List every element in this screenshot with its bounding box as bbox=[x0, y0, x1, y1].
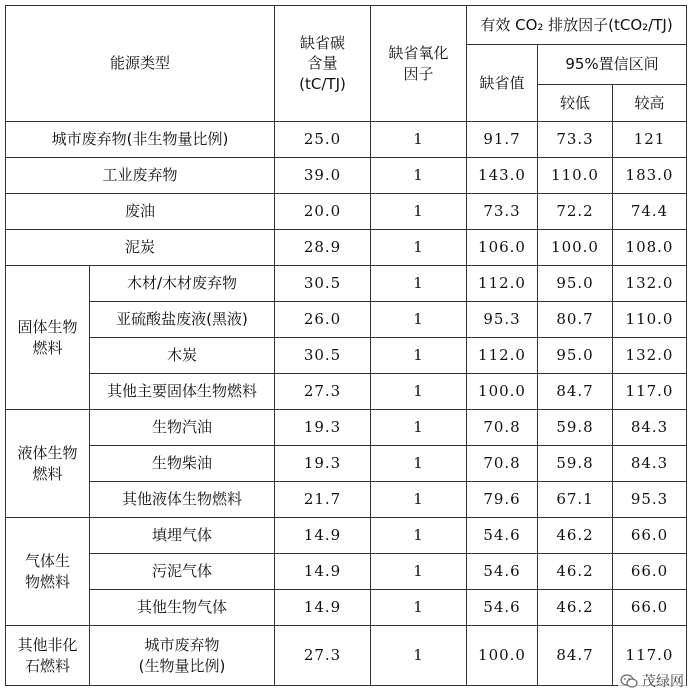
oxidation-cell: 1 bbox=[371, 302, 467, 338]
sub-energy-name-cell: 木炭 bbox=[90, 338, 275, 374]
carbon-cell: 14.9 bbox=[275, 590, 371, 626]
ef-default-cell: 100.0 bbox=[467, 626, 538, 686]
group-name-line2: 物燃料 bbox=[24, 572, 70, 591]
ci-high-cell: 117.0 bbox=[613, 626, 687, 686]
watermark bbox=[618, 671, 686, 691]
ef-default-cell: 73.3 bbox=[467, 194, 538, 230]
carbon-cell: 30.5 bbox=[275, 338, 371, 374]
ci-high-cell: 132.0 bbox=[613, 338, 687, 374]
ef-default-cell: 91.7 bbox=[467, 122, 538, 158]
ci-low-cell: 46.2 bbox=[538, 554, 613, 590]
ci-high-cell: 117.0 bbox=[613, 374, 687, 410]
oxidation-cell: 1 bbox=[371, 266, 467, 302]
sub-energy-name-cell: 生物柴油 bbox=[90, 446, 275, 482]
carbon-cell: 27.3 bbox=[275, 626, 371, 686]
table-row bbox=[6, 266, 687, 302]
carbon-cell: 28.9 bbox=[275, 230, 371, 266]
carbon-cell: 19.3 bbox=[275, 446, 371, 482]
group-name-cell bbox=[6, 410, 90, 518]
header-oxid-line2: 因子 bbox=[403, 64, 434, 83]
sub-energy-name-line1: 城市废弃物 bbox=[144, 636, 220, 655]
energy-name-cell: 工业废弃物 bbox=[6, 158, 275, 194]
oxidation-cell: 1 bbox=[371, 590, 467, 626]
table-row bbox=[6, 158, 687, 194]
header-carbon-line3: (tC/TJ) bbox=[299, 74, 346, 93]
ci-low-cell: 46.2 bbox=[538, 590, 613, 626]
emission-factor-table bbox=[5, 5, 687, 686]
header-oxid-line1: 缺省氧化 bbox=[388, 44, 449, 63]
ef-default-cell: 95.3 bbox=[467, 302, 538, 338]
oxidation-cell: 1 bbox=[371, 482, 467, 518]
ci-low-cell: 110.0 bbox=[538, 158, 613, 194]
sub-energy-name-cell: 其他生物气体 bbox=[90, 590, 275, 626]
table-row bbox=[6, 626, 687, 686]
carbon-cell: 39.0 bbox=[275, 158, 371, 194]
carbon-cell: 14.9 bbox=[275, 518, 371, 554]
ci-high-cell: 183.0 bbox=[613, 158, 687, 194]
ef-default-cell: 70.8 bbox=[467, 446, 538, 482]
sub-energy-name-line2: (生物量比例) bbox=[138, 656, 226, 675]
oxidation-cell: 1 bbox=[371, 554, 467, 590]
oxidation-cell: 1 bbox=[371, 158, 467, 194]
table-row bbox=[6, 302, 687, 338]
ci-low-cell: 84.7 bbox=[538, 374, 613, 410]
table-row bbox=[6, 122, 687, 158]
ci-low-cell: 84.7 bbox=[538, 626, 613, 686]
ci-high-cell: 66.0 bbox=[613, 554, 687, 590]
header-carbon-line2: 含量 bbox=[307, 54, 338, 73]
energy-name-cell: 城市废弃物(非生物量比例) bbox=[6, 122, 275, 158]
header-ef-title: 有效 CO₂ 排放因子(tCO₂/TJ) bbox=[467, 6, 687, 45]
carbon-cell: 19.3 bbox=[275, 410, 371, 446]
oxidation-cell: 1 bbox=[371, 338, 467, 374]
table-row bbox=[6, 338, 687, 374]
oxidation-cell: 1 bbox=[371, 446, 467, 482]
header-ef-default: 缺省值 bbox=[467, 45, 538, 122]
sub-energy-name-cell: 生物汽油 bbox=[90, 410, 275, 446]
oxidation-cell: 1 bbox=[371, 122, 467, 158]
oxidation-cell: 1 bbox=[371, 626, 467, 686]
carbon-cell: 20.0 bbox=[275, 194, 371, 230]
header-ci-title: 95%置信区间 bbox=[538, 45, 687, 85]
ci-high-cell: 95.3 bbox=[613, 482, 687, 518]
ci-low-cell: 59.8 bbox=[538, 446, 613, 482]
energy-name-cell: 泥炭 bbox=[6, 230, 275, 266]
ci-high-cell: 132.0 bbox=[613, 266, 687, 302]
group-name-line1: 固体生物 bbox=[17, 318, 78, 337]
ef-default-cell: 143.0 bbox=[467, 158, 538, 194]
ef-default-cell: 70.8 bbox=[467, 410, 538, 446]
ef-default-cell: 112.0 bbox=[467, 266, 538, 302]
oxidation-cell: 1 bbox=[371, 518, 467, 554]
ci-high-cell: 108.0 bbox=[613, 230, 687, 266]
ci-high-cell: 66.0 bbox=[613, 590, 687, 626]
header-row-1 bbox=[6, 6, 687, 45]
ef-default-cell: 100.0 bbox=[467, 374, 538, 410]
carbon-cell: 14.9 bbox=[275, 554, 371, 590]
ci-high-cell: 84.3 bbox=[613, 446, 687, 482]
ci-low-cell: 73.3 bbox=[538, 122, 613, 158]
header-energy-type: 能源类型 bbox=[6, 6, 275, 122]
header-oxidation-factor bbox=[371, 6, 467, 122]
table-row bbox=[6, 482, 687, 518]
header-ci-low: 较低 bbox=[538, 85, 613, 122]
group-name-line1: 液体生物 bbox=[17, 444, 78, 463]
sub-energy-name-cell: 亚硫酸盐废液(黑液) bbox=[90, 302, 275, 338]
ci-low-cell: 67.1 bbox=[538, 482, 613, 518]
oxidation-cell: 1 bbox=[371, 194, 467, 230]
carbon-cell: 27.3 bbox=[275, 374, 371, 410]
carbon-cell: 30.5 bbox=[275, 266, 371, 302]
sub-energy-name-cell: 其他液体生物燃料 bbox=[90, 482, 275, 518]
group-name-line2: 燃料 bbox=[32, 338, 63, 357]
group-name-cell bbox=[6, 518, 90, 626]
ef-default-cell: 54.6 bbox=[467, 518, 538, 554]
oxidation-cell: 1 bbox=[371, 410, 467, 446]
table-row bbox=[6, 518, 687, 554]
table-row bbox=[6, 374, 687, 410]
ci-low-cell: 80.7 bbox=[538, 302, 613, 338]
ci-high-cell: 66.0 bbox=[613, 518, 687, 554]
ci-high-cell: 74.4 bbox=[613, 194, 687, 230]
wechat-logo-icon bbox=[620, 674, 638, 688]
group-name-line2: 石燃料 bbox=[24, 656, 70, 675]
group-name-line1: 其他非化 bbox=[17, 636, 78, 655]
carbon-cell: 26.0 bbox=[275, 302, 371, 338]
ci-low-cell: 100.0 bbox=[538, 230, 613, 266]
ef-default-cell: 79.6 bbox=[467, 482, 538, 518]
group-name-cell bbox=[6, 626, 90, 686]
table-row bbox=[6, 230, 687, 266]
ef-default-cell: 54.6 bbox=[467, 590, 538, 626]
ef-default-cell: 106.0 bbox=[467, 230, 538, 266]
ef-default-cell: 112.0 bbox=[467, 338, 538, 374]
ci-high-cell: 84.3 bbox=[613, 410, 687, 446]
header-carbon-line1: 缺省碳 bbox=[300, 34, 346, 53]
energy-name-cell: 废油 bbox=[6, 194, 275, 230]
ci-low-cell: 59.8 bbox=[538, 410, 613, 446]
carbon-cell: 25.0 bbox=[275, 122, 371, 158]
group-name-line1: 气体生 bbox=[24, 552, 70, 571]
ef-default-cell: 54.6 bbox=[467, 554, 538, 590]
table-row bbox=[6, 410, 687, 446]
watermark-text: 茂绿网 bbox=[642, 674, 684, 690]
header-ci-high: 较高 bbox=[613, 85, 687, 122]
sub-energy-name-cell: 污泥气体 bbox=[90, 554, 275, 590]
ci-low-cell: 72.2 bbox=[538, 194, 613, 230]
header-carbon-content bbox=[275, 6, 371, 122]
ci-high-cell: 110.0 bbox=[613, 302, 687, 338]
ci-high-cell: 121 bbox=[613, 122, 687, 158]
table-row bbox=[6, 194, 687, 230]
ci-low-cell: 46.2 bbox=[538, 518, 613, 554]
table-row bbox=[6, 590, 687, 626]
ci-low-cell: 95.0 bbox=[538, 338, 613, 374]
ci-low-cell: 95.0 bbox=[538, 266, 613, 302]
table-row bbox=[6, 446, 687, 482]
group-name-line2: 燃料 bbox=[32, 464, 63, 483]
sub-energy-name-cell: 填埋气体 bbox=[90, 518, 275, 554]
group-name-cell bbox=[6, 266, 90, 410]
sub-energy-name-cell: 其他主要固体生物燃料 bbox=[90, 374, 275, 410]
oxidation-cell: 1 bbox=[371, 230, 467, 266]
table-row bbox=[6, 554, 687, 590]
sub-energy-name-cell: 木材/木材废弃物 bbox=[90, 266, 275, 302]
sub-energy-name-cell bbox=[90, 626, 275, 686]
table-container bbox=[5, 5, 687, 686]
oxidation-cell: 1 bbox=[371, 374, 467, 410]
carbon-cell: 21.7 bbox=[275, 482, 371, 518]
